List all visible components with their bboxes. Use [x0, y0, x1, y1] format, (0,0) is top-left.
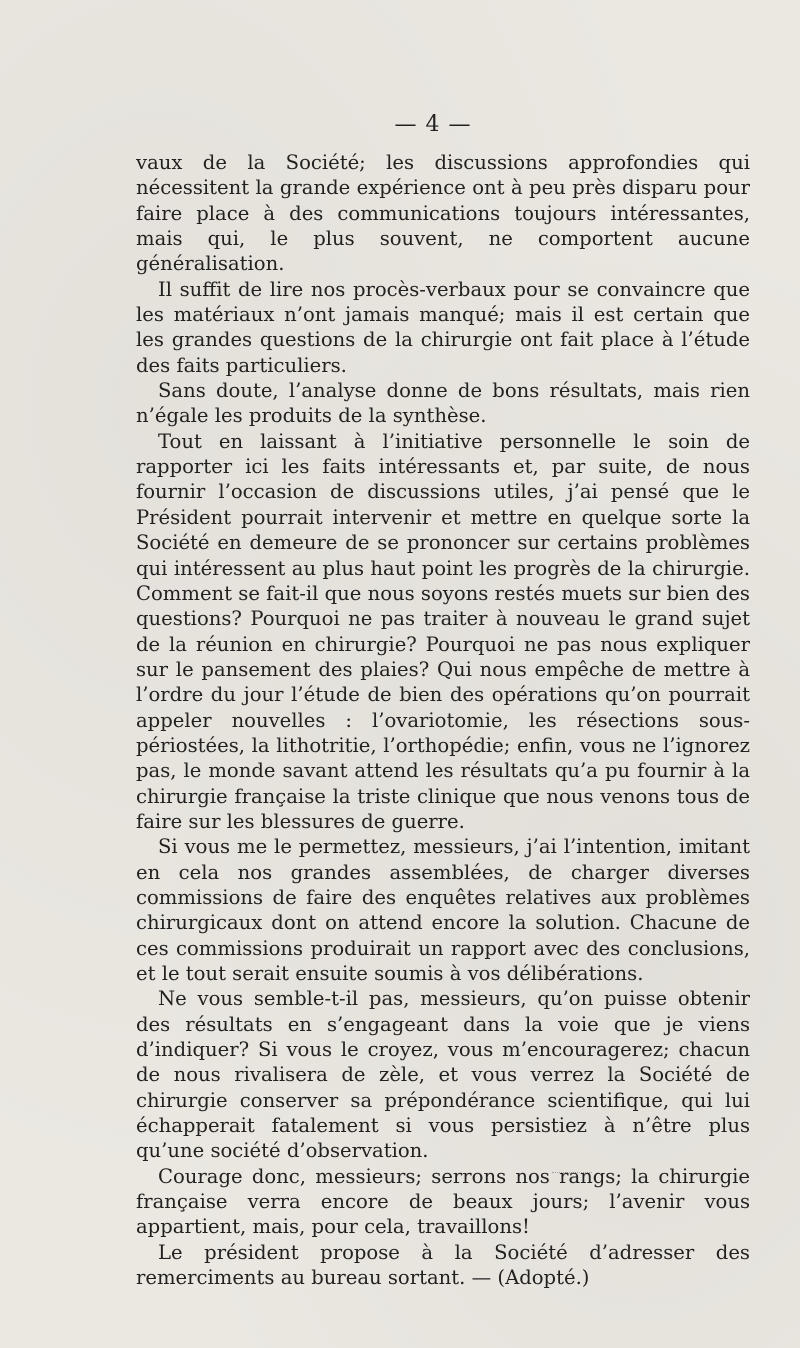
paragraph: Si vous me le permettez, messieurs, j’ai l’intention, imitant en cela nos grandes assemblées, de charger diverses commissions de faire des enquêtes relatives aux problèmes chirurgicaux dont on attend encore la solution. Chacune de ces commissions produirait un rapport avec des conclusions, et le tout serait ensuite soumis à vos délibérations. — [136, 835, 750, 985]
paragraph-continuation: vaux de la Société; les discussions approfondies qui nécessitent la grande expérience ont à peu près disparu pour faire place à des communications toujours intéressantes, mais qui, le plus souvent, ne comportent aucune généralisation. — [136, 151, 750, 276]
paragraph: Il suffit de lire nos procès-verbaux pour se convaincre que les matériaux n’ont jamais manqué; mais il est certain que les grandes questions de la chirurgie ont fait place à l’étude des faits particuliers. — [136, 277, 750, 377]
page-number: — 4 — — [394, 112, 472, 137]
paragraph: Sans doute, l’analyse donne de bons résultats, mais rien n’égale les produits de la synthèse. — [136, 379, 750, 428]
paragraph: Courage donc, messieurs; serrons nos rangs; la chirurgie française verra encore de beaux jours; l’avenir vous appartient, mais, pour cela, travaillons! — [136, 1164, 750, 1239]
paragraph: Tout en laissant à l’initiative personnelle le soin de rapporter ici les faits intéressants et, par suite, de nous fournir l’occasion de discussions utiles, j’ai pensé que le Président pourrait intervenir et mettre en quelque sorte la Société en demeure de se prononcer sur certains problèmes qui intéressent au plus haut point les progrès de la chirurgie. Comment se fait-il que nous soyons restés muets sur bien des questions? Pourquoi ne pas traiter à nouveau le grand sujet de la réunion en chirurgie? Pourquoi ne pas nous expliquer sur le pansement des plaies? Qui nous empêche de mettre à l’ordre du jour l’étude de bien des opérations qu’on pourrait appeler nouvelles : l’ovariotomie, les résections sous-périostées, la lithotritie, l’orthopédie; enfin, vous ne l’ignorez pas, le monde savant attend les résultats qu’a pu fournir à la chirurgie française la triste clinique que nous venons tous de faire sur les blessures de guerre. — [136, 429, 750, 833]
decorative-dots — [552, 1172, 592, 1173]
paragraph: Ne vous semble-t-il pas, messieurs, qu’on puisse obtenir des résultats en s’engageant dans la voie que je viens d’indiquer? Si vous le croyez, vous m’encouragerez; chacun de nous rivalisera de zèle, et vous verrez la Société de chirurgie conserver sa prépondérance scientifique, qui lui échapperait fatalement si vous persistiez à n’être plus qu’une société d’observation. — [136, 987, 750, 1163]
paragraph: Le président propose à la Société d’adresser des remerciments au bureau sortant. — (Adopté.) — [136, 1240, 750, 1290]
body-text — [136, 150, 750, 1290]
